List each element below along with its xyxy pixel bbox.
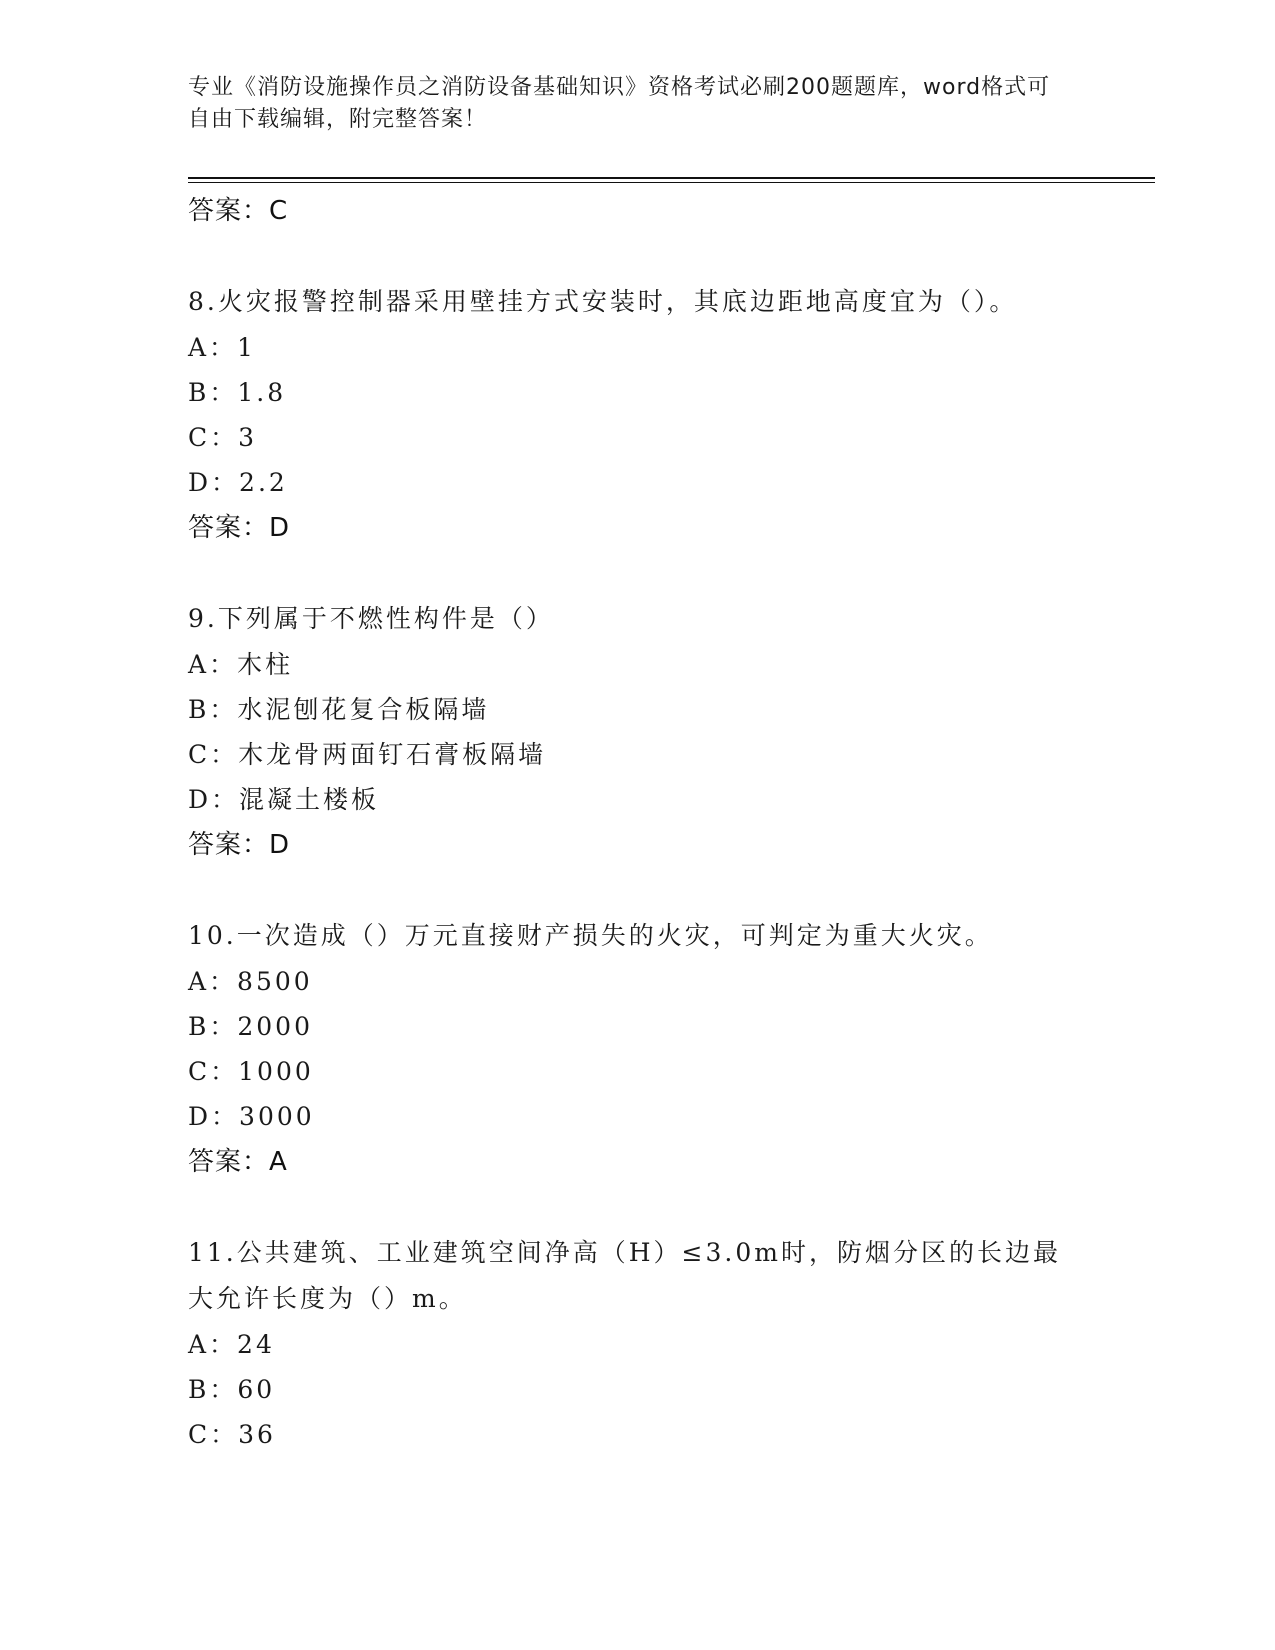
option-c: C：36	[188, 1420, 276, 1449]
option-a: A：1	[188, 333, 256, 362]
header-divider-thick	[188, 177, 1155, 179]
question-block-9	[188, 596, 1148, 868]
question-text: 11.公共建筑、工业建筑空间净高（H）≤3.0m时，防烟分区的长边最大允许长度为（）m。	[188, 1238, 1061, 1313]
option-b: B：水泥刨花复合板隔墙	[188, 695, 490, 724]
spacer	[188, 234, 1148, 279]
answer-line: 答案：C	[188, 196, 289, 226]
spacer	[188, 868, 1148, 913]
question-text: 10.一次造成（）万元直接财产损失的火灾，可判定为重大火灾。	[188, 921, 993, 950]
answer-line: 答案：D	[188, 830, 291, 860]
option-d: D：3000	[188, 1102, 315, 1131]
option-a: A：8500	[188, 967, 313, 996]
option-b: B：2000	[188, 1012, 313, 1041]
answer-line: 答案：D	[188, 513, 291, 543]
question-block-10	[188, 913, 1148, 1185]
option-b: B：60	[188, 1375, 276, 1404]
option-c: C：1000	[188, 1057, 314, 1086]
document-header: 专业《消防设施操作员之消防设备基础知识》资格考试必刷200题题库，word格式可自由下载编辑，附完整答案！	[188, 75, 1051, 132]
option-d: D：2.2	[188, 468, 288, 497]
option-a: A：24	[188, 1330, 275, 1359]
question-block-8	[188, 279, 1148, 551]
option-b: B：1.8	[188, 378, 287, 407]
question-list	[188, 188, 1148, 1457]
option-c: C：木龙骨两面钉石膏板隔墙	[188, 740, 547, 769]
question-text: 8.火灾报警控制器采用壁挂方式安装时，其底边距地高度宜为（）。	[188, 287, 1018, 316]
option-d: D：混凝土楼板	[188, 785, 380, 814]
answer-line: 答案：A	[188, 1147, 288, 1177]
option-a: A：木柱	[188, 650, 294, 679]
option-c: C：3	[188, 423, 258, 452]
question-block-11	[188, 1230, 1148, 1457]
header-divider-thin	[188, 182, 1155, 183]
spacer	[188, 1185, 1148, 1230]
spacer	[188, 551, 1148, 596]
question-text: 9.下列属于不燃性构件是（）	[188, 604, 554, 633]
